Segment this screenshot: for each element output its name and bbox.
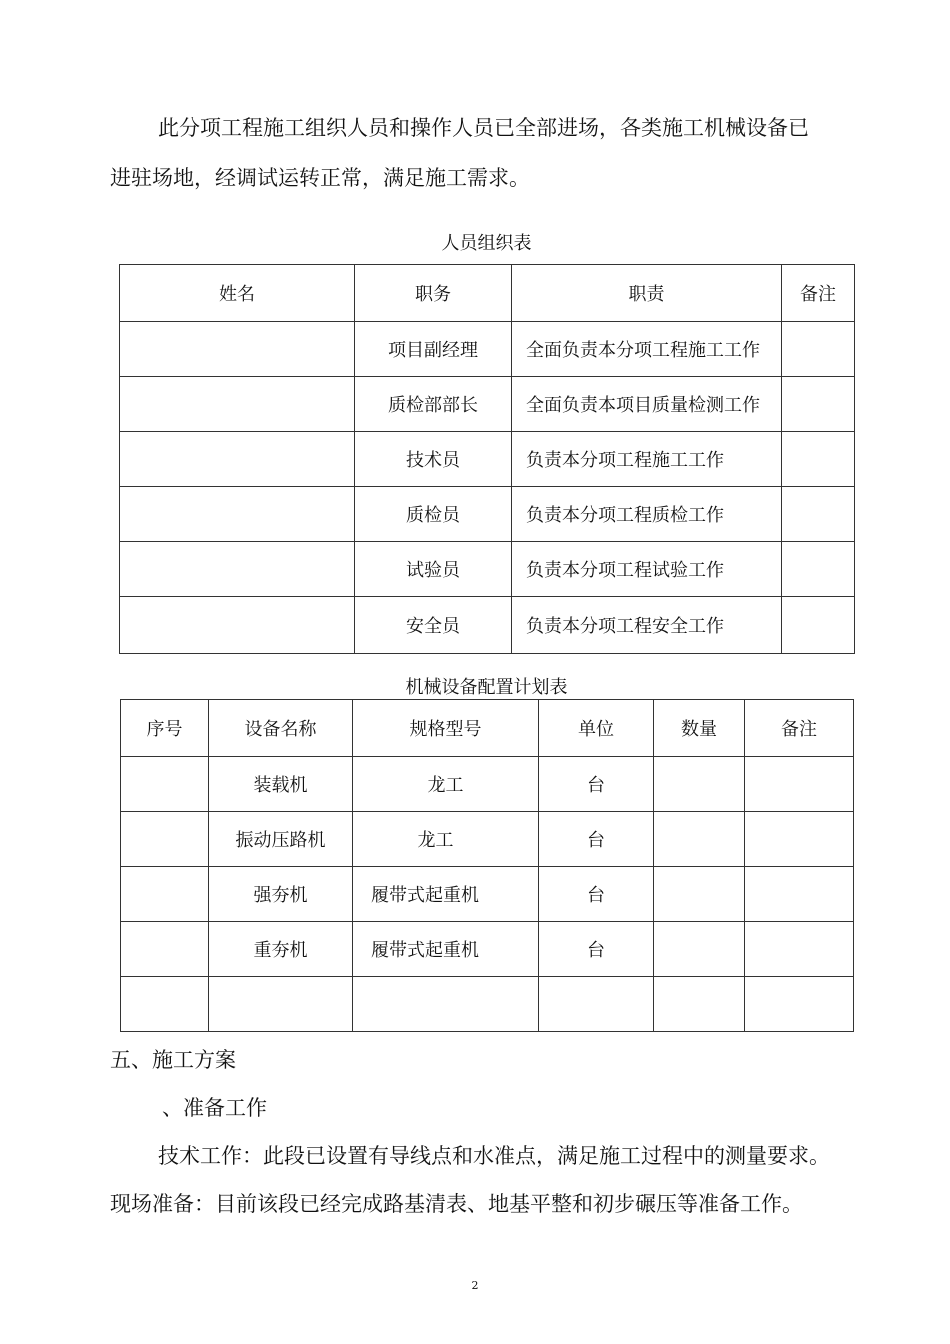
cell-quantity xyxy=(654,867,745,922)
table-row xyxy=(120,597,855,654)
cell-name xyxy=(120,487,355,542)
table-row xyxy=(121,977,854,1032)
cell-unit: 台 xyxy=(539,922,654,977)
cell-remark xyxy=(745,757,854,812)
table-row xyxy=(121,812,854,867)
table-row xyxy=(120,487,855,542)
cell-remark xyxy=(745,812,854,867)
cell-remark xyxy=(745,977,854,1032)
header-model: 规格型号 xyxy=(353,700,539,757)
cell-name xyxy=(120,432,355,487)
page-number: 2 xyxy=(471,1279,479,1292)
personnel-table xyxy=(119,264,855,654)
equipment-header-row xyxy=(121,700,854,757)
cell-duty: 负责本分项工程质检工作 xyxy=(512,487,782,542)
table-row xyxy=(120,432,855,487)
cell-model: 履带式起重机 xyxy=(353,867,539,922)
cell-model: 龙工 xyxy=(353,757,539,812)
cell-position: 安全员 xyxy=(355,597,512,654)
header-equipment-name: 设备名称 xyxy=(209,700,353,757)
cell-index xyxy=(121,812,209,867)
site-prep-paragraph: 现场准备：目前该段已经完成路基清表、地基平整和初步碾压等准备工作。 xyxy=(110,1192,803,1216)
cell-name xyxy=(120,597,355,654)
cell-index xyxy=(121,922,209,977)
cell-name xyxy=(120,542,355,597)
table-row xyxy=(120,322,855,377)
cell-equipment-name: 振动压路机 xyxy=(209,812,353,867)
cell-equipment-name: 装载机 xyxy=(209,757,353,812)
personnel-header-row xyxy=(120,265,855,322)
cell-equipment-name xyxy=(209,977,353,1032)
cell-index xyxy=(121,867,209,922)
cell-quantity xyxy=(654,757,745,812)
cell-remark xyxy=(782,377,855,432)
equipment-table xyxy=(120,699,854,1032)
personnel-table-caption: 人员组织表 xyxy=(441,233,532,254)
cell-position: 技术员 xyxy=(355,432,512,487)
cell-duty: 全面负责本分项工程施工工作 xyxy=(512,322,782,377)
cell-position: 项目副经理 xyxy=(355,322,512,377)
table-row xyxy=(120,542,855,597)
cell-remark xyxy=(782,432,855,487)
cell-unit xyxy=(539,977,654,1032)
cell-name xyxy=(120,322,355,377)
cell-unit: 台 xyxy=(539,867,654,922)
cell-equipment-name: 强夯机 xyxy=(209,867,353,922)
cell-index xyxy=(121,757,209,812)
cell-remark xyxy=(782,542,855,597)
table-row xyxy=(121,922,854,977)
cell-model xyxy=(353,977,539,1032)
cell-model: 龙工 xyxy=(353,812,539,867)
cell-index xyxy=(121,977,209,1032)
header-position: 职务 xyxy=(355,265,512,322)
header-unit: 单位 xyxy=(539,700,654,757)
cell-quantity xyxy=(654,922,745,977)
cell-duty: 全面负责本项目质量检测工作 xyxy=(512,377,782,432)
cell-duty: 负责本分项工程安全工作 xyxy=(512,597,782,654)
cell-equipment-name: 重夯机 xyxy=(209,922,353,977)
cell-quantity xyxy=(654,812,745,867)
section-subheading: 、准备工作 xyxy=(162,1096,267,1120)
header-remark: 备注 xyxy=(745,700,854,757)
cell-position: 试验员 xyxy=(355,542,512,597)
cell-position: 质检员 xyxy=(355,487,512,542)
cell-position: 质检部部长 xyxy=(355,377,512,432)
intro-line-1: 此分项工程施工组织人员和操作人员已全部进场，各类施工机械设备已 xyxy=(158,116,809,140)
cell-unit: 台 xyxy=(539,757,654,812)
tech-work-paragraph: 技术工作：此段已设置有导线点和水准点，满足施工过程中的测量要求。 xyxy=(158,1144,830,1168)
cell-duty: 负责本分项工程施工工作 xyxy=(512,432,782,487)
table-row xyxy=(121,757,854,812)
table-row xyxy=(120,377,855,432)
section-heading: 五、施工方案 xyxy=(110,1048,236,1072)
cell-remark xyxy=(782,322,855,377)
header-quantity: 数量 xyxy=(654,700,745,757)
header-duty: 职责 xyxy=(512,265,782,322)
cell-remark xyxy=(745,867,854,922)
header-name: 姓名 xyxy=(120,265,355,322)
header-index: 序号 xyxy=(121,700,209,757)
cell-model: 履带式起重机 xyxy=(353,922,539,977)
table-row xyxy=(121,867,854,922)
cell-quantity xyxy=(654,977,745,1032)
cell-duty: 负责本分项工程试验工作 xyxy=(512,542,782,597)
cell-remark xyxy=(782,487,855,542)
cell-name xyxy=(120,377,355,432)
intro-line-2: 进驻场地，经调试运转正常，满足施工需求。 xyxy=(110,166,530,190)
cell-remark xyxy=(782,597,855,654)
cell-unit: 台 xyxy=(539,812,654,867)
header-remark: 备注 xyxy=(782,265,855,322)
equipment-table-caption: 机械设备配置计划表 xyxy=(405,677,568,698)
cell-remark xyxy=(745,922,854,977)
